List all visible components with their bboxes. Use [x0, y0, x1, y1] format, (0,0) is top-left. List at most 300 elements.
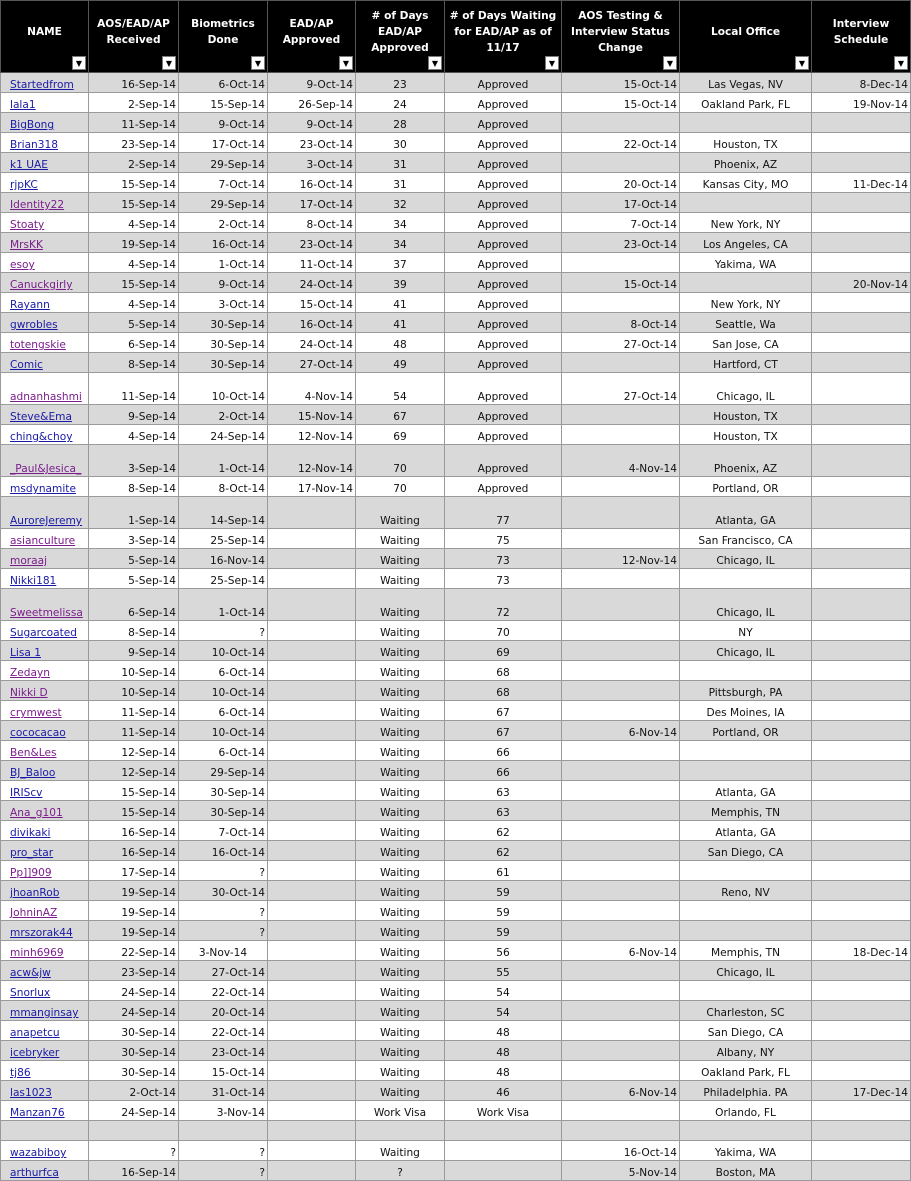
cell-received[interactable]: 12-Sep-14: [89, 741, 179, 761]
cell-days-approved[interactable]: 70: [356, 477, 445, 497]
cell-biometrics[interactable]: ?: [179, 621, 268, 641]
cell-approved[interactable]: [268, 861, 356, 881]
cell-received[interactable]: 19-Sep-14: [89, 233, 179, 253]
cell-days-waiting[interactable]: Approved: [445, 425, 562, 445]
cell-interview[interactable]: [812, 901, 911, 921]
cell-biometrics[interactable]: 24-Sep-14: [179, 425, 268, 445]
cell-interview[interactable]: [812, 661, 911, 681]
cell-office[interactable]: Atlanta, GA: [680, 821, 812, 841]
cell-days-approved[interactable]: Waiting: [356, 821, 445, 841]
cell-approved[interactable]: [268, 761, 356, 781]
cell-interview[interactable]: [812, 1121, 911, 1141]
cell-days-approved[interactable]: Waiting: [356, 1041, 445, 1061]
cell-office[interactable]: Yakima, WA: [680, 253, 812, 273]
cell-days-waiting[interactable]: Approved: [445, 213, 562, 233]
cell-aos-change[interactable]: [562, 1101, 680, 1121]
cell-approved[interactable]: [268, 961, 356, 981]
cell-name[interactable]: tj86: [1, 1061, 89, 1081]
cell-days-waiting[interactable]: 67: [445, 701, 562, 721]
cell-aos-change[interactable]: 6-Nov-14: [562, 941, 680, 961]
cell-interview[interactable]: [812, 1101, 911, 1121]
cell-approved[interactable]: [268, 721, 356, 741]
cell-name[interactable]: jhoanRob: [1, 881, 89, 901]
cell-interview[interactable]: [812, 641, 911, 661]
cell-aos-change[interactable]: [562, 113, 680, 133]
cell-received[interactable]: 30-Sep-14: [89, 1021, 179, 1041]
cell-interview[interactable]: [812, 425, 911, 445]
cell-days-approved[interactable]: Waiting: [356, 1141, 445, 1161]
cell-received[interactable]: 6-Sep-14: [89, 589, 179, 621]
cell-days-waiting[interactable]: 70: [445, 621, 562, 641]
cell-biometrics[interactable]: 16-Oct-14: [179, 233, 268, 253]
cell-office[interactable]: Portland, OR: [680, 477, 812, 497]
cell-biometrics[interactable]: 9-Oct-14: [179, 113, 268, 133]
cell-days-waiting[interactable]: 54: [445, 1001, 562, 1021]
cell-days-approved[interactable]: Waiting: [356, 681, 445, 701]
cell-days-approved[interactable]: Waiting: [356, 569, 445, 589]
cell-days-waiting[interactable]: Approved: [445, 153, 562, 173]
cell-aos-change[interactable]: 22-Oct-14: [562, 133, 680, 153]
cell-name[interactable]: AuroreJeremy: [1, 497, 89, 529]
cell-approved[interactable]: 23-Oct-14: [268, 233, 356, 253]
cell-biometrics[interactable]: 27-Oct-14: [179, 961, 268, 981]
cell-office[interactable]: Los Angeles, CA: [680, 233, 812, 253]
filter-dropdown-icon[interactable]: ▼: [339, 56, 353, 70]
cell-days-approved[interactable]: Waiting: [356, 981, 445, 1001]
cell-days-waiting[interactable]: Approved: [445, 273, 562, 293]
cell-interview[interactable]: [812, 821, 911, 841]
cell-aos-change[interactable]: [562, 253, 680, 273]
cell-days-waiting[interactable]: 77: [445, 497, 562, 529]
cell-days-waiting[interactable]: 75: [445, 529, 562, 549]
cell-days-approved[interactable]: [356, 1121, 445, 1141]
cell-days-waiting[interactable]: 55: [445, 961, 562, 981]
cell-received[interactable]: 5-Sep-14: [89, 569, 179, 589]
cell-approved[interactable]: [268, 529, 356, 549]
cell-office[interactable]: Pittsburgh, PA: [680, 681, 812, 701]
cell-biometrics[interactable]: 30-Sep-14: [179, 353, 268, 373]
cell-days-approved[interactable]: Waiting: [356, 761, 445, 781]
cell-name[interactable]: Comic: [1, 353, 89, 373]
cell-days-approved[interactable]: 31: [356, 173, 445, 193]
cell-received[interactable]: 10-Sep-14: [89, 681, 179, 701]
cell-received[interactable]: 11-Sep-14: [89, 113, 179, 133]
cell-days-waiting[interactable]: Approved: [445, 477, 562, 497]
cell-biometrics[interactable]: 30-Oct-14: [179, 881, 268, 901]
cell-received[interactable]: 24-Sep-14: [89, 1001, 179, 1021]
cell-days-approved[interactable]: 70: [356, 445, 445, 477]
cell-aos-change[interactable]: [562, 961, 680, 981]
cell-interview[interactable]: [812, 841, 911, 861]
cell-days-waiting[interactable]: 62: [445, 821, 562, 841]
cell-interview[interactable]: [812, 1021, 911, 1041]
cell-office[interactable]: Philadelphia. PA: [680, 1081, 812, 1101]
cell-name[interactable]: wazabiboy: [1, 1141, 89, 1161]
cell-approved[interactable]: 9-Oct-14: [268, 73, 356, 93]
cell-aos-change[interactable]: [562, 1121, 680, 1141]
cell-received[interactable]: 19-Sep-14: [89, 881, 179, 901]
cell-approved[interactable]: [268, 841, 356, 861]
cell-days-waiting[interactable]: 59: [445, 901, 562, 921]
cell-days-approved[interactable]: Waiting: [356, 1001, 445, 1021]
cell-days-waiting[interactable]: 66: [445, 761, 562, 781]
cell-days-approved[interactable]: Waiting: [356, 661, 445, 681]
cell-approved[interactable]: 27-Oct-14: [268, 353, 356, 373]
cell-interview[interactable]: [812, 1041, 911, 1061]
cell-approved[interactable]: [268, 981, 356, 1001]
cell-interview[interactable]: [812, 1001, 911, 1021]
cell-biometrics[interactable]: 23-Oct-14: [179, 1041, 268, 1061]
cell-biometrics[interactable]: 30-Sep-14: [179, 333, 268, 353]
cell-interview[interactable]: [812, 549, 911, 569]
cell-interview[interactable]: 19-Nov-14: [812, 93, 911, 113]
cell-approved[interactable]: 24-Oct-14: [268, 333, 356, 353]
cell-office[interactable]: [680, 273, 812, 293]
cell-received[interactable]: 6-Sep-14: [89, 333, 179, 353]
cell-approved[interactable]: [268, 1021, 356, 1041]
cell-name[interactable]: pro_star: [1, 841, 89, 861]
cell-received[interactable]: 4-Sep-14: [89, 253, 179, 273]
cell-biometrics[interactable]: 25-Sep-14: [179, 529, 268, 549]
cell-days-approved[interactable]: 31: [356, 153, 445, 173]
cell-interview[interactable]: [812, 621, 911, 641]
cell-received[interactable]: ?: [89, 1141, 179, 1161]
cell-aos-change[interactable]: [562, 881, 680, 901]
cell-office[interactable]: [680, 901, 812, 921]
cell-name[interactable]: BJ_Baloo: [1, 761, 89, 781]
cell-received[interactable]: 15-Sep-14: [89, 273, 179, 293]
cell-biometrics[interactable]: 10-Oct-14: [179, 641, 268, 661]
cell-name[interactable]: las1023: [1, 1081, 89, 1101]
cell-office[interactable]: Boston, MA: [680, 1161, 812, 1181]
cell-days-approved[interactable]: 37: [356, 253, 445, 273]
cell-interview[interactable]: [812, 589, 911, 621]
cell-approved[interactable]: [268, 621, 356, 641]
cell-days-approved[interactable]: 48: [356, 333, 445, 353]
cell-biometrics[interactable]: 6-Oct-14: [179, 701, 268, 721]
cell-received[interactable]: 2-Oct-14: [89, 1081, 179, 1101]
cell-approved[interactable]: [268, 901, 356, 921]
cell-office[interactable]: Las Vegas, NV: [680, 73, 812, 93]
cell-biometrics[interactable]: 6-Oct-14: [179, 73, 268, 93]
cell-biometrics[interactable]: 30-Sep-14: [179, 313, 268, 333]
cell-biometrics[interactable]: ?: [179, 1161, 268, 1181]
cell-days-waiting[interactable]: [445, 1121, 562, 1141]
filter-dropdown-icon[interactable]: ▼: [894, 56, 908, 70]
cell-office[interactable]: Portland, OR: [680, 721, 812, 741]
cell-office[interactable]: [680, 661, 812, 681]
cell-days-approved[interactable]: Waiting: [356, 641, 445, 661]
cell-interview[interactable]: [812, 253, 911, 273]
cell-name[interactable]: Snorlux: [1, 981, 89, 1001]
cell-days-waiting[interactable]: [445, 1161, 562, 1181]
cell-biometrics[interactable]: ?: [179, 901, 268, 921]
cell-interview[interactable]: [812, 721, 911, 741]
cell-received[interactable]: 8-Sep-14: [89, 353, 179, 373]
cell-approved[interactable]: [268, 1061, 356, 1081]
cell-office[interactable]: New York, NY: [680, 293, 812, 313]
cell-biometrics[interactable]: 7-Oct-14: [179, 173, 268, 193]
cell-approved[interactable]: 24-Oct-14: [268, 273, 356, 293]
cell-received[interactable]: 16-Sep-14: [89, 841, 179, 861]
cell-days-waiting[interactable]: [445, 1141, 562, 1161]
cell-received[interactable]: 15-Sep-14: [89, 193, 179, 213]
cell-days-approved[interactable]: Waiting: [356, 941, 445, 961]
cell-interview[interactable]: [812, 741, 911, 761]
cell-name[interactable]: asianculture: [1, 529, 89, 549]
cell-name[interactable]: msdynamite: [1, 477, 89, 497]
cell-name[interactable]: gwrobles: [1, 313, 89, 333]
cell-received[interactable]: 19-Sep-14: [89, 901, 179, 921]
cell-name[interactable]: divikaki: [1, 821, 89, 841]
cell-name[interactable]: lala1: [1, 93, 89, 113]
cell-approved[interactable]: [268, 1041, 356, 1061]
cell-approved[interactable]: [268, 741, 356, 761]
cell-office[interactable]: San Diego, CA: [680, 1021, 812, 1041]
cell-aos-change[interactable]: [562, 529, 680, 549]
cell-office[interactable]: Phoenix, AZ: [680, 153, 812, 173]
cell-days-approved[interactable]: Waiting: [356, 701, 445, 721]
cell-interview[interactable]: [812, 133, 911, 153]
cell-aos-change[interactable]: [562, 1061, 680, 1081]
cell-name[interactable]: Ben&Les: [1, 741, 89, 761]
cell-approved[interactable]: [268, 941, 356, 961]
cell-interview[interactable]: [812, 761, 911, 781]
cell-approved[interactable]: [268, 1121, 356, 1141]
filter-dropdown-icon[interactable]: ▼: [795, 56, 809, 70]
cell-days-approved[interactable]: ?: [356, 1161, 445, 1181]
cell-name[interactable]: ching&choy: [1, 425, 89, 445]
cell-received[interactable]: 22-Sep-14: [89, 941, 179, 961]
cell-days-waiting[interactable]: 46: [445, 1081, 562, 1101]
cell-biometrics[interactable]: 25-Sep-14: [179, 569, 268, 589]
cell-days-waiting[interactable]: Approved: [445, 253, 562, 273]
cell-days-waiting[interactable]: 56: [445, 941, 562, 961]
cell-aos-change[interactable]: [562, 861, 680, 881]
cell-days-waiting[interactable]: 48: [445, 1021, 562, 1041]
cell-name[interactable]: Steve&Ema: [1, 405, 89, 425]
cell-aos-change[interactable]: [562, 1001, 680, 1021]
cell-office[interactable]: New York, NY: [680, 213, 812, 233]
cell-days-waiting[interactable]: 54: [445, 981, 562, 1001]
cell-received[interactable]: 11-Sep-14: [89, 721, 179, 741]
cell-received[interactable]: 9-Sep-14: [89, 641, 179, 661]
cell-days-waiting[interactable]: Approved: [445, 333, 562, 353]
cell-name[interactable]: Startedfrom: [1, 73, 89, 93]
cell-aos-change[interactable]: 17-Oct-14: [562, 193, 680, 213]
cell-days-approved[interactable]: Work Visa: [356, 1101, 445, 1121]
cell-interview[interactable]: [812, 701, 911, 721]
cell-days-approved[interactable]: Waiting: [356, 861, 445, 881]
cell-approved[interactable]: [268, 1001, 356, 1021]
cell-days-approved[interactable]: Waiting: [356, 1021, 445, 1041]
cell-name[interactable]: [1, 1121, 89, 1141]
cell-received[interactable]: 11-Sep-14: [89, 701, 179, 721]
cell-days-approved[interactable]: Waiting: [356, 881, 445, 901]
cell-office[interactable]: NY: [680, 621, 812, 641]
cell-aos-change[interactable]: [562, 477, 680, 497]
cell-days-waiting[interactable]: 59: [445, 881, 562, 901]
cell-biometrics[interactable]: 15-Oct-14: [179, 1061, 268, 1081]
cell-approved[interactable]: [268, 1101, 356, 1121]
cell-interview[interactable]: [812, 477, 911, 497]
cell-received[interactable]: 16-Sep-14: [89, 73, 179, 93]
cell-aos-change[interactable]: [562, 353, 680, 373]
cell-received[interactable]: 3-Sep-14: [89, 445, 179, 477]
cell-received[interactable]: 2-Sep-14: [89, 153, 179, 173]
cell-interview[interactable]: [812, 861, 911, 881]
cell-aos-change[interactable]: [562, 293, 680, 313]
cell-name[interactable]: Ana_g101: [1, 801, 89, 821]
cell-received[interactable]: 15-Sep-14: [89, 801, 179, 821]
cell-days-waiting[interactable]: 73: [445, 549, 562, 569]
cell-office[interactable]: [680, 761, 812, 781]
cell-aos-change[interactable]: 20-Oct-14: [562, 173, 680, 193]
cell-days-approved[interactable]: Waiting: [356, 497, 445, 529]
cell-office[interactable]: [680, 113, 812, 133]
cell-days-approved[interactable]: Waiting: [356, 529, 445, 549]
cell-received[interactable]: 16-Sep-14: [89, 1161, 179, 1181]
cell-interview[interactable]: [812, 293, 911, 313]
cell-days-waiting[interactable]: 62: [445, 841, 562, 861]
cell-aos-change[interactable]: [562, 921, 680, 941]
cell-interview[interactable]: 8-Dec-14: [812, 73, 911, 93]
cell-approved[interactable]: [268, 801, 356, 821]
cell-days-waiting[interactable]: Approved: [445, 405, 562, 425]
cell-name[interactable]: Manzan76: [1, 1101, 89, 1121]
cell-name[interactable]: k1 UAE: [1, 153, 89, 173]
cell-received[interactable]: 16-Sep-14: [89, 821, 179, 841]
cell-aos-change[interactable]: [562, 901, 680, 921]
cell-received[interactable]: [89, 1121, 179, 1141]
cell-biometrics[interactable]: 1-Oct-14: [179, 445, 268, 477]
cell-interview[interactable]: [812, 681, 911, 701]
cell-received[interactable]: 17-Sep-14: [89, 861, 179, 881]
cell-biometrics[interactable]: 10-Oct-14: [179, 373, 268, 405]
cell-biometrics[interactable]: 8-Oct-14: [179, 477, 268, 497]
cell-name[interactable]: _Paul&Jesica_: [1, 445, 89, 477]
cell-biometrics[interactable]: 29-Sep-14: [179, 761, 268, 781]
cell-biometrics[interactable]: 9-Oct-14: [179, 273, 268, 293]
cell-biometrics[interactable]: 1-Oct-14: [179, 589, 268, 621]
cell-interview[interactable]: 11-Dec-14: [812, 173, 911, 193]
cell-office[interactable]: Chicago, IL: [680, 373, 812, 405]
cell-approved[interactable]: 12-Nov-14: [268, 425, 356, 445]
cell-received[interactable]: 2-Sep-14: [89, 93, 179, 113]
cell-days-approved[interactable]: Waiting: [356, 1061, 445, 1081]
cell-name[interactable]: Nikki181: [1, 569, 89, 589]
cell-days-waiting[interactable]: 67: [445, 721, 562, 741]
cell-received[interactable]: 5-Sep-14: [89, 313, 179, 333]
cell-received[interactable]: 5-Sep-14: [89, 549, 179, 569]
cell-biometrics[interactable]: 10-Oct-14: [179, 681, 268, 701]
cell-approved[interactable]: [268, 589, 356, 621]
cell-interview[interactable]: [812, 213, 911, 233]
cell-days-waiting[interactable]: Approved: [445, 373, 562, 405]
cell-biometrics[interactable]: 16-Nov-14: [179, 549, 268, 569]
cell-approved[interactable]: 3-Oct-14: [268, 153, 356, 173]
cell-office[interactable]: Memphis, TN: [680, 801, 812, 821]
cell-approved[interactable]: 17-Oct-14: [268, 193, 356, 213]
cell-office[interactable]: Seattle, Wa: [680, 313, 812, 333]
cell-name[interactable]: Lisa 1: [1, 641, 89, 661]
cell-days-waiting[interactable]: 63: [445, 781, 562, 801]
cell-office[interactable]: Phoenix, AZ: [680, 445, 812, 477]
cell-interview[interactable]: [812, 981, 911, 1001]
cell-office[interactable]: [680, 1121, 812, 1141]
cell-interview[interactable]: 20-Nov-14: [812, 273, 911, 293]
cell-aos-change[interactable]: 6-Nov-14: [562, 721, 680, 741]
cell-aos-change[interactable]: [562, 589, 680, 621]
cell-approved[interactable]: 12-Nov-14: [268, 445, 356, 477]
cell-days-waiting[interactable]: Approved: [445, 73, 562, 93]
cell-biometrics[interactable]: 29-Sep-14: [179, 153, 268, 173]
cell-interview[interactable]: [812, 1061, 911, 1081]
cell-interview[interactable]: 17-Dec-14: [812, 1081, 911, 1101]
cell-days-approved[interactable]: Waiting: [356, 801, 445, 821]
cell-received[interactable]: 4-Sep-14: [89, 293, 179, 313]
cell-approved[interactable]: [268, 821, 356, 841]
cell-interview[interactable]: [812, 921, 911, 941]
cell-days-waiting[interactable]: 48: [445, 1061, 562, 1081]
cell-aos-change[interactable]: 5-Nov-14: [562, 1161, 680, 1181]
cell-approved[interactable]: 26-Sep-14: [268, 93, 356, 113]
cell-biometrics[interactable]: 22-Oct-14: [179, 1021, 268, 1041]
cell-biometrics[interactable]: 3-Nov-14: [179, 941, 268, 961]
cell-approved[interactable]: 4-Nov-14: [268, 373, 356, 405]
cell-aos-change[interactable]: [562, 1021, 680, 1041]
cell-received[interactable]: 11-Sep-14: [89, 373, 179, 405]
cell-approved[interactable]: 9-Oct-14: [268, 113, 356, 133]
cell-received[interactable]: 4-Sep-14: [89, 213, 179, 233]
cell-days-approved[interactable]: Waiting: [356, 961, 445, 981]
cell-interview[interactable]: [812, 1161, 911, 1181]
cell-approved[interactable]: [268, 1081, 356, 1101]
cell-office[interactable]: Chicago, IL: [680, 961, 812, 981]
cell-days-approved[interactable]: 28: [356, 113, 445, 133]
cell-office[interactable]: Atlanta, GA: [680, 781, 812, 801]
cell-days-approved[interactable]: 67: [356, 405, 445, 425]
cell-biometrics[interactable]: 30-Sep-14: [179, 801, 268, 821]
cell-name[interactable]: Rayann: [1, 293, 89, 313]
cell-biometrics[interactable]: 2-Oct-14: [179, 405, 268, 425]
cell-office[interactable]: Hartford, CT: [680, 353, 812, 373]
cell-name[interactable]: crymwest: [1, 701, 89, 721]
cell-office[interactable]: [680, 569, 812, 589]
cell-days-approved[interactable]: 41: [356, 313, 445, 333]
cell-days-waiting[interactable]: 68: [445, 661, 562, 681]
cell-name[interactable]: esoy: [1, 253, 89, 273]
cell-biometrics[interactable]: 20-Oct-14: [179, 1001, 268, 1021]
cell-days-waiting[interactable]: 73: [445, 569, 562, 589]
cell-interview[interactable]: [812, 353, 911, 373]
cell-name[interactable]: BigBong: [1, 113, 89, 133]
cell-received[interactable]: 23-Sep-14: [89, 133, 179, 153]
cell-biometrics[interactable]: 1-Oct-14: [179, 253, 268, 273]
cell-interview[interactable]: [812, 961, 911, 981]
cell-biometrics[interactable]: ?: [179, 861, 268, 881]
cell-approved[interactable]: [268, 881, 356, 901]
cell-biometrics[interactable]: 10-Oct-14: [179, 721, 268, 741]
cell-biometrics[interactable]: 30-Sep-14: [179, 781, 268, 801]
cell-office[interactable]: Des Moines, IA: [680, 701, 812, 721]
cell-biometrics[interactable]: ?: [179, 1141, 268, 1161]
cell-aos-change[interactable]: [562, 781, 680, 801]
cell-approved[interactable]: 17-Nov-14: [268, 477, 356, 497]
cell-biometrics[interactable]: 6-Oct-14: [179, 661, 268, 681]
cell-aos-change[interactable]: 15-Oct-14: [562, 93, 680, 113]
cell-name[interactable]: Sugarcoated: [1, 621, 89, 641]
